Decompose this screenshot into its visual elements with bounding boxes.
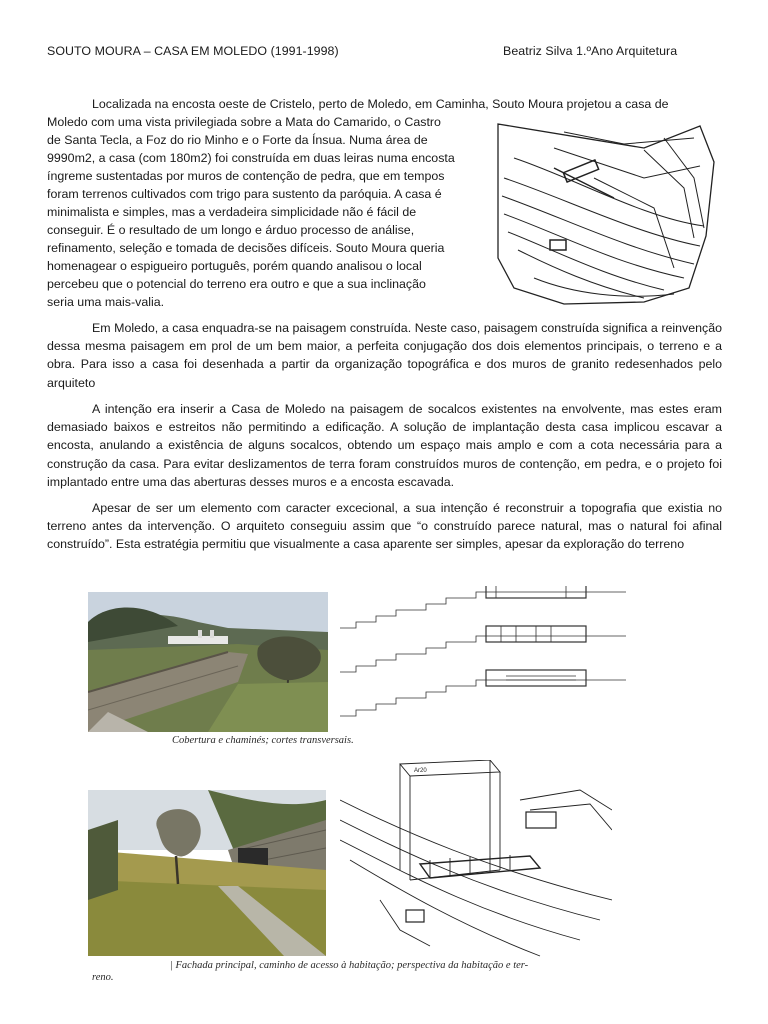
p1-line: de Santa Tecla, a Foz do rio Minho e o Forte da Ínsua. Numa área de — [47, 133, 428, 147]
perspective-drawing — [340, 760, 612, 960]
paragraph-2 — [47, 319, 722, 392]
photo-main-facade — [88, 790, 326, 956]
document-title: SOUTO MOURA – CASA EM MOLEDO (1991-1998) — [47, 44, 339, 58]
p1-line: percebeu que o potencial do terreno era outro e que a sua inclinação — [47, 277, 426, 291]
cross-sections-drawing — [336, 586, 626, 736]
p1-line: 9990m2, a casa (com 180m2) foi construída em duas leiras numa encosta — [47, 151, 455, 165]
paragraph-3 — [47, 400, 722, 491]
caption-top: Cobertura e chaminés; cortes transversais. — [172, 735, 354, 746]
author-line: Beatriz Silva 1.ºAno Arquitetura — [503, 44, 678, 58]
p1-line: minimalista e simples, mas a verdadeira simplicidade não é fácil de — [47, 205, 417, 219]
photo-roof-chimneys — [88, 592, 328, 732]
p1-line: conseguir. É o resultado de um longo e árduo processo de análise, — [47, 223, 415, 237]
paragraph-2-text: Em Moledo, a casa enquadra-se na paisagem construída. Neste caso, paisagem construída significa a reinvenção dessa mesma paisagem em prol de um bem maior, a perfeita conjugação dos dois elementos principais, o terreno e a obra. Para isso a casa foi desenhada a partir da organização topográfica e dos muros de granito redesenhados pelo arquiteto — [47, 321, 722, 390]
site-plan-drawing — [494, 118, 720, 312]
caption-bottom-line-2: reno. — [92, 972, 114, 983]
paragraph-4-text: Apesar de ser um elemento com caracter excecional, a sua intenção é reconstruir a topografia que existia no terreno antes da intervenção. O arquiteto conseguiu assim que “o construído parece natural, mas o natural foi afinal construído”. Esta estratégia permitiu que visualmente a casa aparente ser simples, apesar da exploração do terreno — [47, 501, 722, 552]
p1-line: Localizada na encosta oeste de Cristelo, perto de Moledo, em Caminha, Souto Moura projetou a casa de — [92, 97, 669, 111]
p1-line: íngreme sustentadas por muros de contenção de pedra, que em tempos — [47, 169, 445, 183]
p1-line: refinamento, seleção e tomada de decisões difíceis. Souto Moura queria — [47, 241, 445, 255]
p1-line: Moledo com uma vista privilegiada sobre a Mata do Camarido, o Castro — [47, 115, 441, 129]
paragraph-4 — [47, 499, 722, 554]
p1-line: foram terrenos cultivados com trigo para sustento da paróquia. A casa é — [47, 187, 442, 201]
drawing-label: Ar20 — [414, 768, 427, 774]
p1-line: seria uma mais-valia. — [47, 295, 165, 309]
caption-bottom-line-1: | Fachada principal, caminho de acesso à habitação; perspectiva da habitação e ter- — [170, 960, 529, 971]
p1-line: homenagear o espigueiro português, porém quando analisou o local — [47, 259, 422, 273]
paragraph-3-text: A intenção era inserir a Casa de Moledo na paisagem de socalcos existentes na envolvente, mas estes eram demasiado baixos e estreitos não permitindo a edificação. A solução de implantação desta casa implicou escavar a encosta, anulando a existência de alguns socalcos, obtendo um espaço mais amplo e com a cota necessária para a construção da casa. Para evitar deslizamentos de terra foram construídos muros de contenção, em pedra, e o projeto foi implantado entre uma das aberturas desses muros e a encosta escavada. — [47, 402, 722, 489]
